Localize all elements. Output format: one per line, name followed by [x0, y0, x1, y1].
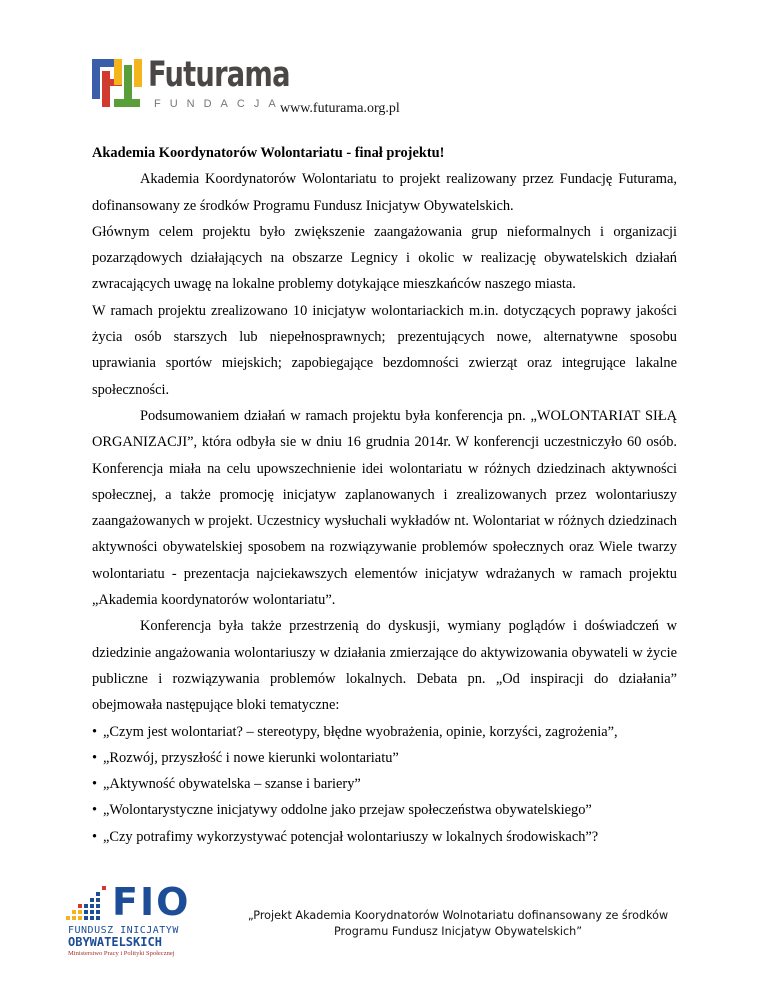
paragraph-initiatives: W ramach projektu zrealizowano 10 inicjatyw wolontariackich m.in. dotyczących poprawy jakości życia osób starszych lub niepełnosprawnych; prezentujących nowe, alternatywne sposobu uprawiania sportów miejskich; zapobiegające bezdomności zwierząt oraz integrujące lakalne społeczności. [92, 302, 677, 398]
fio-dots-icon [66, 884, 106, 924]
header [92, 55, 432, 125]
paragraph-debate: Konferencja była także przestrzenią do dyskusji, wymiany poglądów i doświadczeń w dziedzinie angażowania wolontariuszy w działania zmierzające do aktywizowania obywateli w życie publiczne i rozwiązywania problemów lokalnych. Debata pn. „Od inspiracji do działania” obejmowała następujące bloki tematyczne: [92, 618, 677, 714]
fio-ministry-line: Ministerstwo Pracy i Polityki Społecznej [68, 950, 175, 957]
article-body [92, 140, 677, 850]
fio-logo [62, 880, 207, 960]
article-title: Akademia Koordynatorów Wolontariatu - finał projektu! [92, 145, 445, 161]
fio-wordmark: FIO [112, 880, 191, 924]
paragraph-conference: Podsumowaniem działań w ramach projektu była konferencja pn. „WOLONTARIAT SIŁĄ ORGANIZACJI”, która odbyła sie w dniu 16 grudnia 2014r. W konferencji uczestniczyło 60 osób. Konferencja miała na celu upowszechnienie idei wolontariatu w różnych dziedzinach aktywności społecznej, a także promocję inicjatyw zaplanowanych i zrealizowanych przez wolontariuszy zaangażowanych w projekt. Uczestnicy wysłuchali wykładów nt. Wolontariat w różnych dziedzinach aktywności obywatelskiej sposobem na rozwiązywanie problemów społecznych oraz Wiele twarzy wolontariatu - prezentacja najciekawszych elementów inicjatyw wdrażanych w ramach projektu [92, 407, 677, 582]
logo-subtitle: FUNDACJA [154, 98, 285, 110]
paragraph-goal: Głównym celem projektu było zwiększenie zaangażowania grup nieformalnych i organizacji pozarządowych działających na obszarze Legnicy i okolic w realizację obywatelskich działań zwracających uwagę na lokalne problemy dotykające mieszkańców naszego miasta. [92, 223, 677, 293]
website-url[interactable]: www.futurama.org.pl [280, 101, 400, 116]
fio-subtitle-line1: FUNDUSZ INICJATYW [68, 925, 179, 936]
list-item: • „Wolontarystyczne inicjatywy oddolne jako przejaw społeczeństwa obywatelskiego” [92, 797, 677, 823]
list-item: • „Czy potrafimy wykorzystywać potencjał wolontariuszy w lokalnych środowiskach”? [92, 824, 677, 850]
funding-note: „Projekt Akademia Koorydnatorów Wolnotariatu dofinansowany ze środków Programu Fundusz Inicjatyw Obywatelskich” [247, 909, 669, 938]
fio-subtitle-line2: OBYWATELSKICH [68, 935, 162, 949]
list-item: • „Czym jest wolontariat? – stereotypy, błędne wyobrażenia, opinie, korzyści, zagrożenia”, [92, 719, 677, 745]
list-item: • „Aktywność obywatelska – szanse i bariery” [92, 771, 677, 797]
paragraph-intro: Akademia Koordynatorów Wolontariatu to projekt realizowany przez Fundację Futurama, dofinansowany ze środków Programu Fundusz Inicjatyw Obywatelskich. [92, 171, 677, 214]
paragraph-conference-end: „Akademia koordynatorów wolontariatu”. [92, 592, 336, 609]
list-item: • „Rozwój, przyszłość i nowe kierunki wolontariatu” [92, 745, 677, 771]
topic-list [92, 719, 677, 850]
logo-wordmark: Futurama [148, 55, 290, 95]
futurama-logo-icon [92, 59, 144, 109]
